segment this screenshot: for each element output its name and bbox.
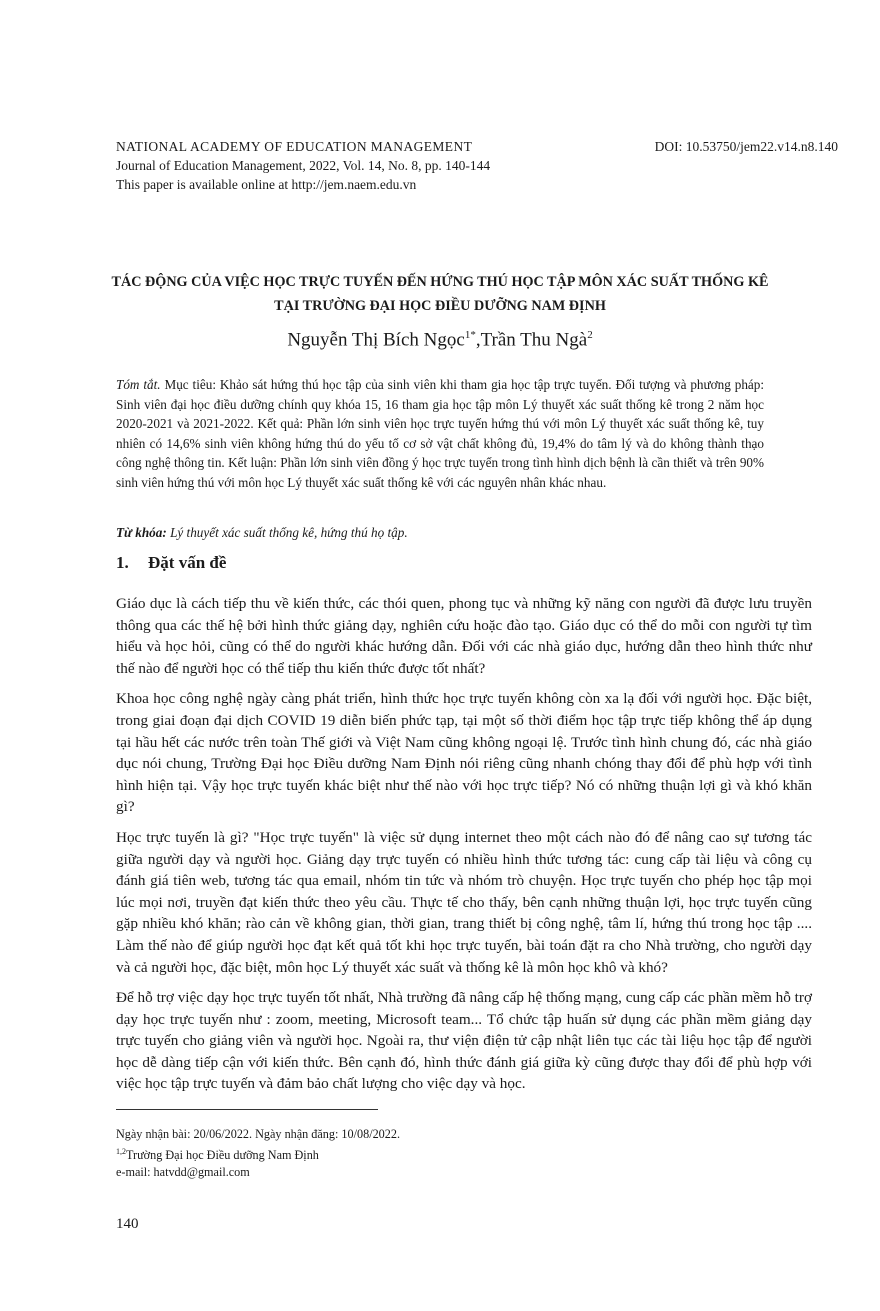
title-line-1: TÁC ĐỘNG CỦA VIỆC HỌC TRỰC TUYẾN ĐẾN HỨNG THÚ HỌC TẬP MÔN XÁC SUẤT THỐNG KÊ	[111, 274, 769, 290]
author-2-name: Trần Thu Ngà	[480, 329, 588, 351]
paragraph: Để hỗ trợ việc dạy học trực tuyến tốt nhất, Nhà trường đã nâng cấp hệ thống mạng, cung cấp các phần mềm hỗ trợ dạy học trực tuyến như : zoom, meeting, Microsoft team... Tổ chức tập huấn sử dụng các phần mềm giảng dạy trực tuyến cho giảng viên và người học. Ngoài ra, thư viện điện tử cập nhật liên tục các tài liệu học tập để người học dễ dàng tiếp cận với kiến thức. Bên cạnh đó, hình thức đánh giá giữa kỳ cũng được thay đổi để phù hợp với việc học tập trực tuyến và đảm bảo chất lượng cho việc dạy và học.	[116, 989, 812, 1093]
paper-title	[60, 270, 820, 318]
keywords-text: Lý thuyết xác suất thống kê, hứng thú họ tập.	[170, 525, 408, 540]
keywords-label: Từ khóa:	[116, 525, 167, 540]
organization-name: NATIONAL ACADEMY OF EDUCATION MANAGEMENT	[116, 139, 473, 154]
paragraph: Giáo dục là cách tiếp thu về kiến thức, các thói quen, phong tục và những kỹ năng con người đã được lưu truyền thông qua các thế hệ bởi hình thức giảng dạy, nghiên cứu hoặc đào tạo. Giáo dục có thể do mỗi con người tự tìm hiểu và học hỏi, cũng có thể do người khác hướng dẫn. Đối với các nhà giáo dục, hướng dẫn theo hình thức như thế nào để người học có thể tiếp thu kiến thức được tốt nhất?	[116, 595, 812, 677]
section-title: Đặt vấn đề	[148, 553, 227, 572]
section-number: 1.	[116, 553, 129, 572]
availability-note: This paper is available online at http://jem.naem.edu.vn	[116, 177, 417, 192]
author-separator: ,	[475, 329, 481, 351]
doi: DOI: 10.53750/jem22.v14.n8.140	[654, 139, 838, 154]
abstract	[116, 375, 764, 492]
footnotes	[116, 1126, 400, 1181]
title-line-2: TẠI TRƯỜNG ĐẠI HỌC ĐIỀU DƯỠNG NAM ĐỊNH	[274, 298, 606, 314]
paragraph: Khoa học công nghệ ngày càng phát triển, hình thức học trực tuyến không còn xa lạ đối với người học. Đặc biệt, trong giai đoạn đại dịch COVID 19 diễn biến phức tạp, tại một số thời điểm học tập trực tiếp không thể áp dụng tại hầu hết các nước trên toàn Thế giới và Việt Nam cũng không ngoại lệ. Trước tình hình chung đó, các nhà giáo dục nói chung, Trường Đại học Điều dưỡng Nam Định nói riêng cũng nhanh chóng thay đổi để phù hợp với tình hình hiện tại. Vậy học trực tuyến khác biệt như thế nào với học trực tiếp? Nó có những thuận lợi gì và khó khăn gì?	[116, 690, 812, 816]
body-text	[116, 593, 812, 1104]
paragraph: Học trực tuyến là gì? "Học trực tuyến" là việc sử dụng internet theo một cách nào đó để nâng cao sự tương tác giữa người dạy và người học. Giảng dạy trực tuyến có nhiều hình thức tương tác: cung cấp tài liệu và công cụ đánh giá tiên web, tương tác qua email, nhóm tin tức và nhóm trò chuyện. Học trực tuyến cho phép học tập mọi lúc mọi nơi, truyền đạt kiến thức theo yêu cầu. Thực tế cho thấy, bên cạnh những thuận lợi, học trực tuyến cũng gặp nhiều khó khăn; rào cản về không gian, thời gian, trang thiết bị công nghệ, tâm lí, hứng thú trong học tập .... Làm thế nào để giúp người học đạt kết quả tốt khi học trực tuyến, bài toán đặt ra cho Nhà trường, cho người dạy và cả người học, đặc biệt, môn học Lý thuyết xác suất và thống kê là môn học khô và khó?	[116, 828, 812, 976]
affiliation-mark: 1,2	[116, 1147, 126, 1156]
affiliation-text: Trường Đại học Điều dưỡng Nam Định	[126, 1148, 319, 1163]
page-number: 140	[116, 1216, 139, 1232]
keywords	[116, 525, 764, 541]
author-1-affiliation-mark: 1*	[464, 329, 476, 341]
journal-citation: Journal of Education Management, 2022, Vol. 14, No. 8, pp. 140-144	[116, 158, 491, 173]
footnote-email: e-mail: hatvdd@gmail.com	[116, 1165, 250, 1180]
abstract-label: Tóm tắt.	[116, 377, 161, 392]
footnote-affiliation	[116, 1143, 400, 1164]
journal-header	[116, 137, 490, 194]
footnote-dates: Ngày nhận bài: 20/06/2022. Ngày nhận đăng: 10/08/2022.	[116, 1127, 400, 1141]
abstract-text: Mục tiêu: Khảo sát hứng thú học tập của sinh viên khi tham gia học tập trực tuyến. Đối tượng và phương pháp: Sinh viên đại học điều dưỡng chính quy khóa 15, 16 tham gia học tập môn Lý thuyết xác suất thống kê trong 2 năm học 2020-2021 và 2021-2022. Kết quả: Phần lớn sinh viên học trực tuyến hứng thú với môn Lý thuyết xác suất thống kê, tuy nhiên có 14,6% sinh viên không hứng thú do yếu tố cơ sở vật chất không đủ, 19,4% do tâm lý và do không thành thạo công nghệ thông tin. Kết luận: Phần lớn sinh viên đồng ý học trực tuyến trong tình hình dịch bệnh là cần thiết và trên 90% sinh viên hứng thú với môn học Lý thuyết xác suất thống kê với các nguyên nhân khác nhau.	[116, 377, 765, 490]
author-2-affiliation-mark: 2	[587, 329, 593, 341]
author-list	[60, 329, 820, 351]
footnote-divider	[116, 1109, 378, 1110]
author-1-name: Nguyễn Thị Bích Ngọc	[287, 329, 465, 351]
section-heading	[116, 553, 226, 573]
